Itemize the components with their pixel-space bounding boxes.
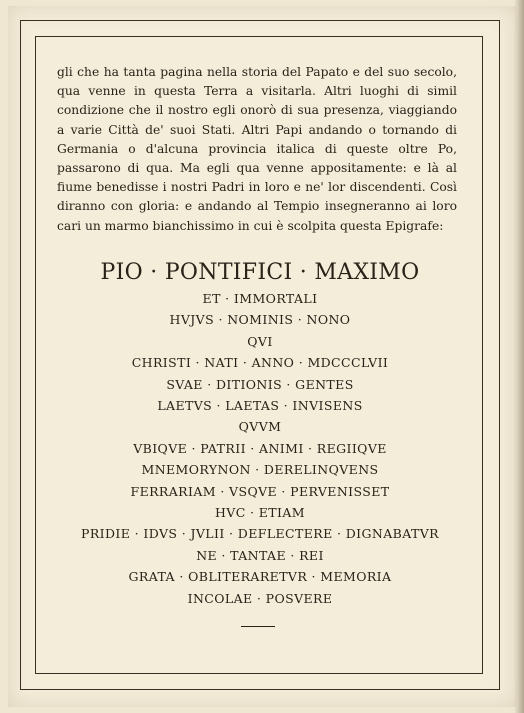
body-paragraph: gli che ha tanta pagina nella storia del Papato e del suo secolo, qua venne in questa Terra a visitarla. Altri luoghi di simil condizione che il nostro egli onorò di sua presenza, viaggiando a varie Città de' suoi Stati. Altri Papi andando o tornando di Germania o d'alcuna provincia italica di queste oltre Po, passarono di qua. Ma egli qua venne appositamente: e là al fiume benedisse i nostri Padri in loro e ne' lor discendenti. Così diranno con gloria: e andando al Tempio insegneranno ai loro cari un marmo bianchissimo in cui è scolpita questa Epigrafe: — [57, 65, 457, 233]
inscription-line-7: LAETVS · LAETAS · INVISENS — [157, 398, 363, 414]
body-text — [57, 63, 457, 236]
inscription-line-12: HVC · ETIAM — [214, 505, 306, 521]
page-edge-shadow — [514, 0, 524, 713]
inscription-line-4: QVI — [247, 333, 273, 349]
inscription-line-11: FERRARIAM · VSQVE · PERVENISSET — [130, 483, 390, 499]
inscription-line-16: INCOLAE · POSVERE — [187, 590, 333, 606]
inscription-line-5: CHRISTI · NATI · ANNO · MDCCCLVII — [131, 355, 389, 371]
inscription-line-6: SVAE · DITIONIS · GENTES — [166, 376, 354, 392]
inscription-line-14: NE · TANTAE · REI — [196, 547, 324, 563]
inscription-line-2: ET · IMMORTALI — [202, 291, 318, 306]
inscription-line-9: VBIQVE · PATRII · ANIMI · REGIIQVE — [133, 440, 387, 456]
inscription-line-8: QVVM — [238, 419, 282, 435]
closing-rule — [241, 626, 275, 627]
inscription-line-3: HVJVS · NOMINIS · NONO — [169, 312, 351, 328]
inscription-line-10: MNEMORYNON · DERELINQVENS — [141, 462, 379, 478]
epigraph-inscription — [50, 258, 470, 609]
inscription-line-15: GRATA · OBLITERARETVR · MEMORIA — [128, 569, 392, 585]
inscription-line-1: PIO · PONTIFICI · MAXIMO — [100, 260, 420, 285]
inscription-line-13: PRIDIE · IDVS · JVLII · DEFLECTERE · DIGNABATVR — [81, 526, 439, 542]
